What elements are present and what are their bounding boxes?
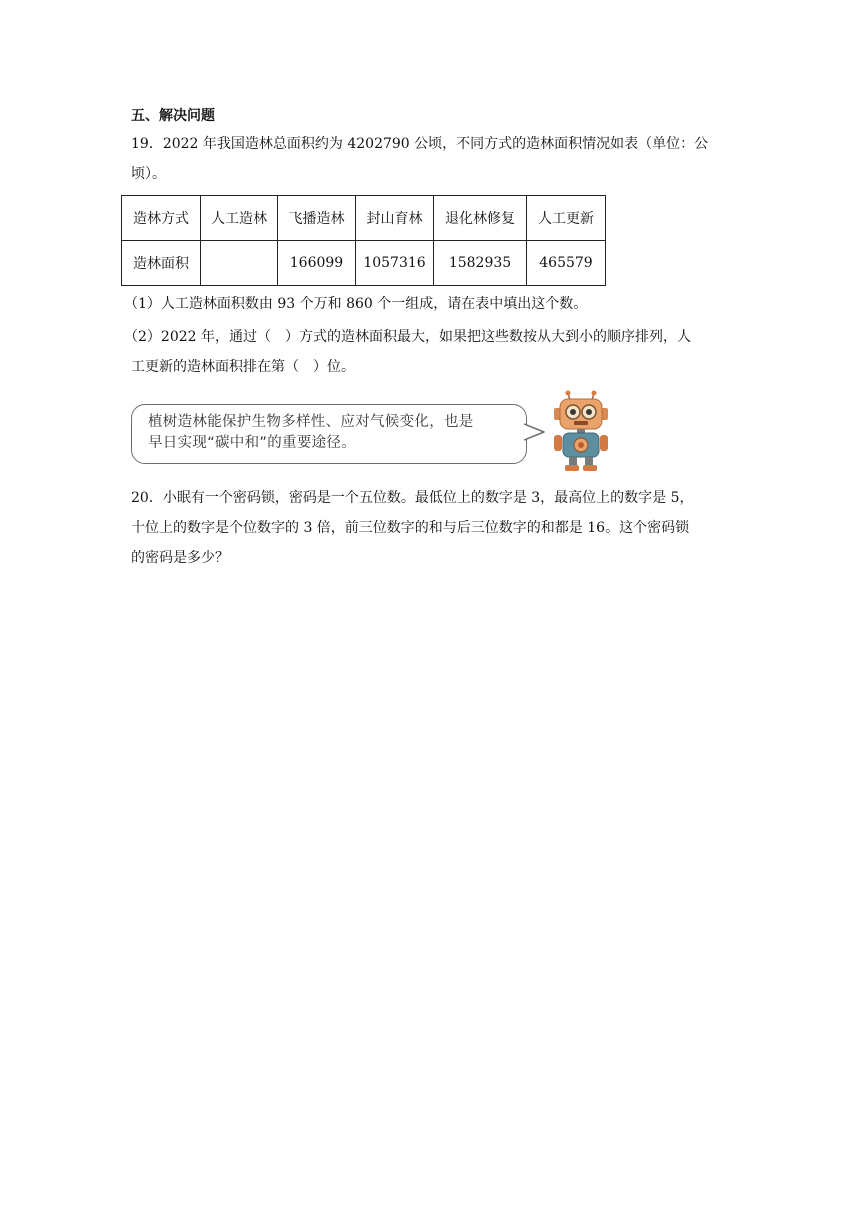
speech-bubble-line-1: 植树造林能保护生物多样性、应对气候变化，也是 bbox=[148, 414, 474, 430]
question-19-part-1: （1）人工造林面积数由 93 个万和 860 个一组成，请在表中填出这个数。 bbox=[124, 296, 588, 312]
question-19-part-2-line-2: 工更新的造林面积排在第（ ）位。 bbox=[131, 359, 355, 375]
question-19-part-2 bbox=[124, 322, 734, 382]
table-header-cell: 人工造林 bbox=[201, 196, 278, 241]
table-header-cell: 飞播造林 bbox=[278, 196, 356, 241]
table-cell: 465579 bbox=[527, 241, 606, 286]
question-20-line-2: 十位上的数字是个位数字的 3 倍，前三位数字的和与后三位数字的和都是 16。这个密码锁 bbox=[131, 520, 690, 536]
table-header-cell: 人工更新 bbox=[527, 196, 606, 241]
table-row bbox=[122, 241, 606, 286]
table-header-cell: 退化林修复 bbox=[434, 196, 527, 241]
section-heading: 五、解决问题 bbox=[131, 108, 215, 124]
question-19-part-2-line-1: （2）2022 年，通过（ ）方式的造林面积最大，如果把这些数按从大到小的顺序排列，人 bbox=[124, 329, 691, 345]
question-19-line-1: 19．2022 年我国造林总面积约为 4202790 公顷，不同方式的造林面积情况如表（单位：公 bbox=[131, 136, 709, 152]
speech-bubble bbox=[131, 404, 527, 464]
table-row-label: 造林面积 bbox=[122, 241, 201, 286]
question-19-line-2: 顷）。 bbox=[131, 166, 166, 182]
question-20-stem bbox=[131, 483, 729, 573]
speech-bubble-line-2: 早日实现“碳中和”的重要途径。 bbox=[148, 435, 357, 451]
table-header-cell: 封山育林 bbox=[356, 196, 434, 241]
afforestation-table bbox=[121, 195, 606, 286]
speech-bubble-text bbox=[148, 412, 518, 454]
question-19-stem bbox=[131, 129, 729, 189]
table-cell: 1582935 bbox=[434, 241, 527, 286]
speech-bubble-tail bbox=[524, 420, 548, 444]
answer-blank-cell[interactable] bbox=[201, 241, 278, 286]
question-20-line-1: 20．小眠有一个密码锁，密码是一个五位数。最低位上的数字是 3，最高位上的数字是 5， bbox=[131, 490, 694, 506]
table-cell: 166099 bbox=[278, 241, 356, 286]
table-cell: 1057316 bbox=[356, 241, 434, 286]
robot-mascot-icon bbox=[548, 390, 614, 472]
table-header-row bbox=[122, 196, 606, 241]
table-header-cell: 造林方式 bbox=[122, 196, 201, 241]
question-20-line-3: 的密码是多少？ bbox=[131, 550, 229, 566]
